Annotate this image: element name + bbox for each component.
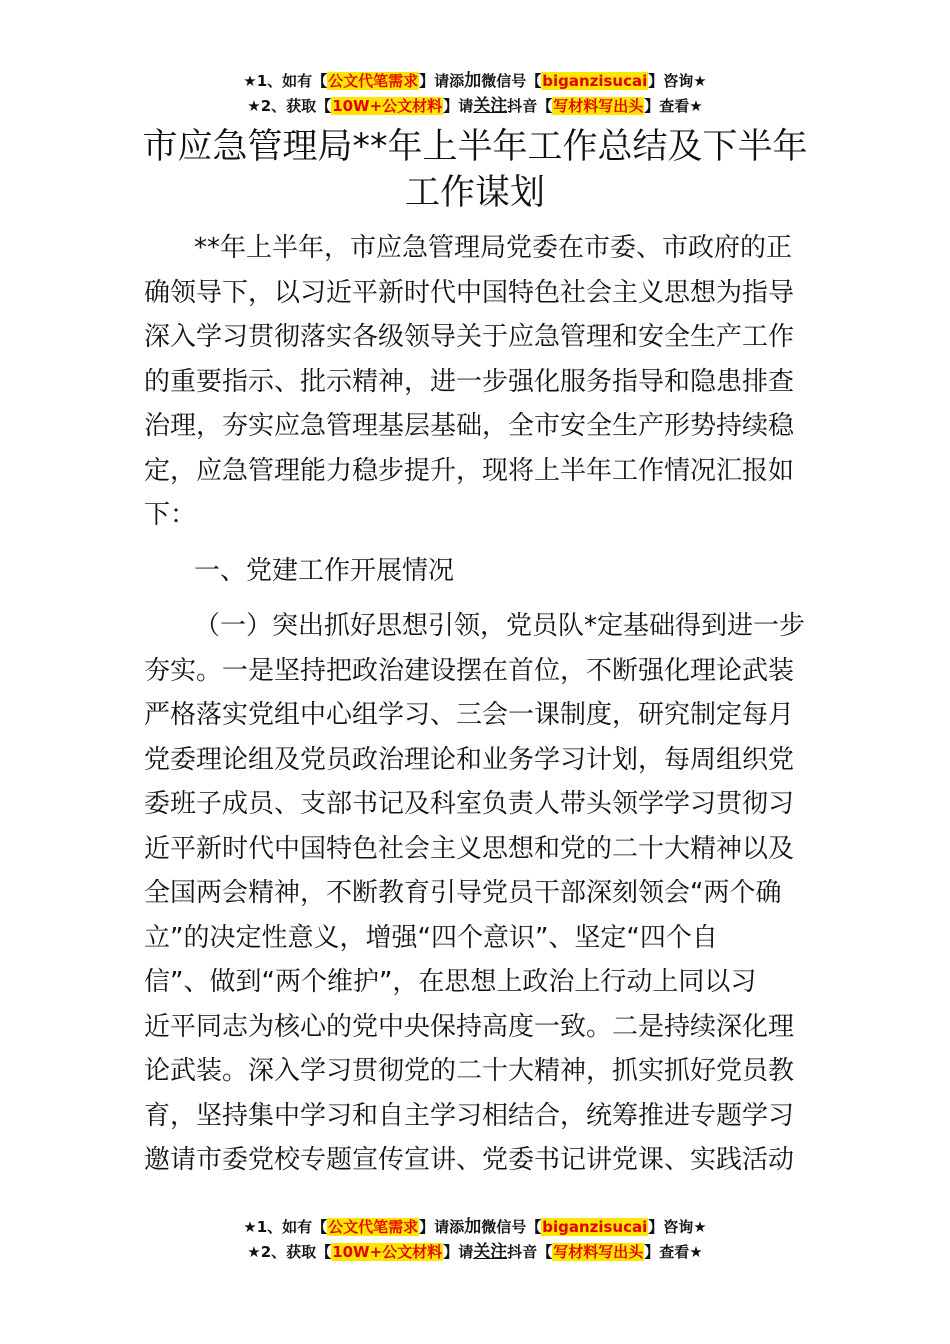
section-paragraph bbox=[144, 604, 808, 1183]
promo-text: 】请 bbox=[443, 97, 474, 115]
promo-text: 微信号【 bbox=[481, 72, 542, 90]
promo-emphasis: 加 bbox=[464, 1217, 482, 1237]
footer-promo-banner bbox=[0, 1215, 950, 1265]
promo-highlight: 10W+公文材料 bbox=[332, 97, 443, 115]
document-title bbox=[0, 124, 950, 216]
promo-douyin-id: 写材料写出头 bbox=[553, 97, 644, 115]
text-line: 邀请市委党校专题宣传宣讲、党委书记讲党课、实践活动 bbox=[144, 1145, 795, 1175]
promo-line-1 bbox=[0, 1215, 950, 1240]
intro-paragraph bbox=[144, 226, 808, 538]
text-line: 定，应急管理能力稳步提升，现将上半年工作情况汇报如 bbox=[144, 455, 795, 486]
text-line: 近平同志为核心的党中央保持高度一致。二是持续深化理 bbox=[144, 1011, 795, 1042]
header-promo-banner bbox=[0, 69, 950, 119]
promo-text: 抖音【 bbox=[507, 1243, 553, 1261]
text-line: 严格落实党组中心组学习、三会一课制度，研究制定每月 bbox=[144, 700, 795, 730]
promo-highlight: 公文代笔需求 bbox=[328, 72, 419, 90]
text-line: 治理，夯实应急管理基层基础，全市安全生产形势持续稳 bbox=[144, 411, 795, 441]
promo-highlight: 10W+公文材料 bbox=[332, 1243, 443, 1261]
text-line: 的重要指示、批示精神，进一步强化服务指导和隐患排查 bbox=[144, 366, 795, 397]
promo-text: 】查看★ bbox=[644, 1243, 703, 1261]
promo-text: 】请 bbox=[443, 1243, 474, 1261]
text-line: 确领导下，以习近平新时代中国特色社会主义思想为指导 bbox=[144, 277, 795, 308]
text-line: 育，坚持集中学习和自主学习相结合，统筹推进专题学习 bbox=[144, 1100, 795, 1131]
promo-text: 】查看★ bbox=[644, 97, 703, 115]
promo-emphasis: 关注 bbox=[473, 1242, 508, 1262]
text-line: **年上半年，市应急管理局党委在市委、市政府的正 bbox=[194, 233, 793, 263]
text-line: 夯实。一是坚持把政治建设摆在首位，不断强化理论武装 bbox=[144, 655, 795, 686]
promo-text: 抖音【 bbox=[507, 97, 553, 115]
text-line: 立”的决定性意义，增强“四个意识”、坚定“四个自 bbox=[144, 922, 718, 953]
promo-text: ★2、获取【 bbox=[247, 97, 332, 115]
promo-text: ★2、获取【 bbox=[247, 1243, 332, 1261]
text-line: 深入学习贯彻落实各级领导关于应急管理和安全生产工作 bbox=[144, 322, 795, 352]
promo-line-2 bbox=[0, 1240, 950, 1265]
text-line: 论武装。深入学习贯彻党的二十大精神，抓实抓好党员教 bbox=[144, 1056, 795, 1086]
promo-line-2 bbox=[0, 94, 950, 119]
promo-text: 】请添 bbox=[419, 72, 465, 90]
promo-douyin-id: 写材料写出头 bbox=[553, 1243, 644, 1261]
document-body bbox=[144, 226, 808, 1183]
promo-highlight: 公文代笔需求 bbox=[328, 1218, 419, 1236]
promo-line-1 bbox=[0, 69, 950, 94]
promo-text: 微信号【 bbox=[481, 1218, 542, 1236]
promo-emphasis: 关注 bbox=[473, 96, 508, 116]
text-line: 下： bbox=[144, 500, 197, 530]
promo-wechat-id: biganzisucai bbox=[542, 72, 648, 90]
text-line: （一）突出抓好思想引领，党员队*定基础得到进一步 bbox=[194, 611, 806, 641]
promo-text: 】请添 bbox=[419, 1218, 465, 1236]
promo-text: 】咨询★ bbox=[648, 72, 707, 90]
text-line: 近平新时代中国特色社会主义思想和党的二十大精神以及 bbox=[144, 833, 795, 864]
promo-text: ★1、如有【 bbox=[243, 72, 328, 90]
text-line: 党委理论组及党员政治理论和业务学习计划，每周组织党 bbox=[144, 744, 795, 775]
promo-wechat-id: biganzisucai bbox=[542, 1218, 648, 1236]
text-line: 全国两会精神，不断教育引导党员干部深刻领会“两个确 bbox=[144, 878, 782, 908]
title-line-2: 工作谋划 bbox=[404, 173, 545, 213]
section-heading: 一、党建工作开展情况 bbox=[194, 555, 455, 586]
text-line: 委班子成员、支部书记及科室负责人带头领学学习贯彻习 bbox=[144, 789, 795, 819]
text-line: 信”、做到“两个维护”，在思想上政治上行动上同以习 bbox=[144, 967, 757, 997]
promo-text: 】咨询★ bbox=[648, 1218, 707, 1236]
title-line-1: 市应急管理局**年上半年工作总结及下半年 bbox=[142, 127, 808, 167]
promo-text: ★1、如有【 bbox=[243, 1218, 328, 1236]
promo-emphasis: 加 bbox=[464, 71, 482, 91]
